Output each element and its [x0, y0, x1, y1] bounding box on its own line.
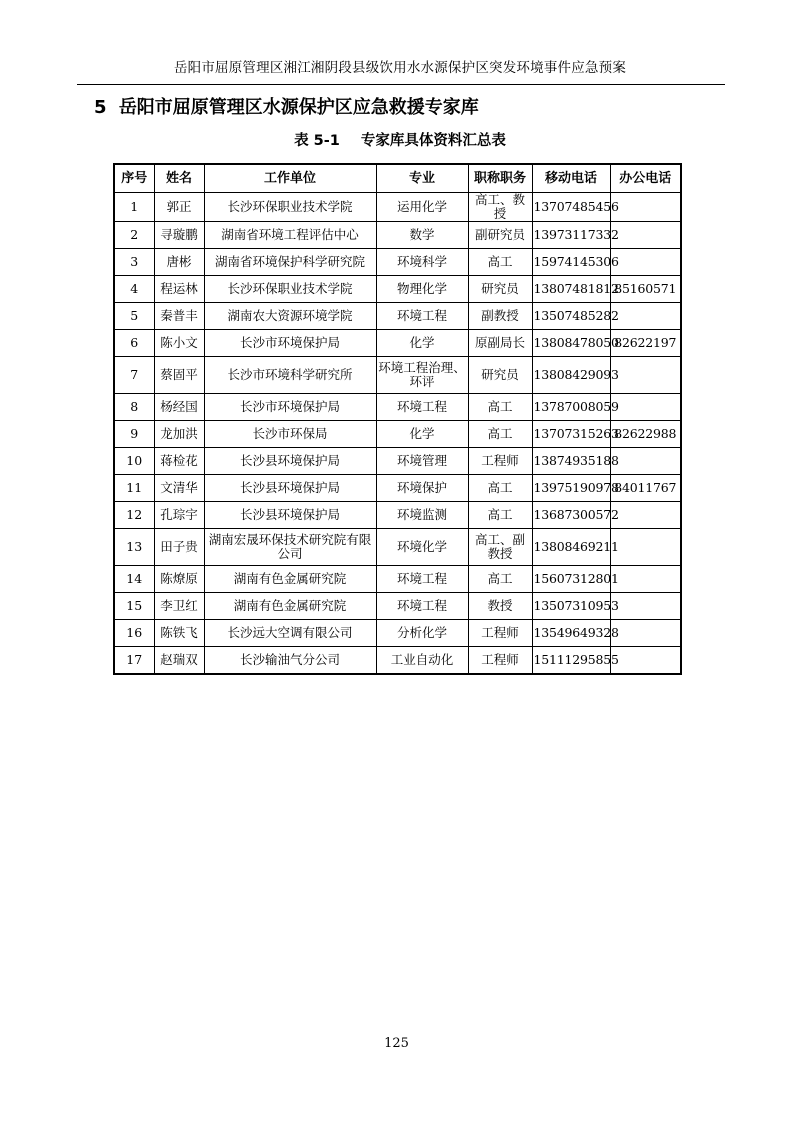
cell-index: 6 — [114, 330, 154, 357]
table-row — [114, 357, 681, 394]
cell-index: 8 — [114, 394, 154, 421]
cell-specialty: 分析化学 — [376, 620, 468, 647]
section-heading — [94, 93, 479, 119]
cell-name: 唐彬 — [154, 249, 204, 276]
cell-title: 高工 — [468, 394, 532, 421]
col-header-name: 姓名 — [154, 164, 204, 193]
cell-mobile: 13975190978 — [532, 475, 610, 502]
cell-name: 李卫红 — [154, 593, 204, 620]
cell-specialty: 运用化学 — [376, 193, 468, 222]
cell-office: 82622197 — [610, 330, 681, 357]
col-header-mobile: 移动电话 — [532, 164, 610, 193]
cell-office — [610, 502, 681, 529]
cell-title: 研究员 — [468, 357, 532, 394]
cell-title: 高工、副教授 — [468, 529, 532, 566]
cell-employer: 长沙环保职业技术学院 — [204, 276, 376, 303]
cell-index: 9 — [114, 421, 154, 448]
table-row — [114, 593, 681, 620]
table-row — [114, 193, 681, 222]
cell-office — [610, 222, 681, 249]
cell-office — [610, 529, 681, 566]
cell-employer: 长沙县环境保护局 — [204, 475, 376, 502]
cell-specialty: 环境保护 — [376, 475, 468, 502]
cell-mobile: 13507310953 — [532, 593, 610, 620]
cell-office — [610, 593, 681, 620]
cell-employer: 长沙环保职业技术学院 — [204, 193, 376, 222]
cell-office — [610, 620, 681, 647]
cell-name: 陈铁飞 — [154, 620, 204, 647]
cell-specialty: 工业自动化 — [376, 647, 468, 675]
table-row — [114, 448, 681, 475]
cell-employer: 湖南宏晟环保技术研究院有限公司 — [204, 529, 376, 566]
cell-name: 秦普丰 — [154, 303, 204, 330]
cell-office: 82622988 — [610, 421, 681, 448]
cell-title: 副研究员 — [468, 222, 532, 249]
cell-mobile: 13707315263 — [532, 421, 610, 448]
cell-index: 10 — [114, 448, 154, 475]
col-header-employer: 工作单位 — [204, 164, 376, 193]
cell-index: 17 — [114, 647, 154, 675]
cell-employer: 长沙市环境保护局 — [204, 330, 376, 357]
col-header-index: 序号 — [114, 164, 154, 193]
cell-specialty: 环境管理 — [376, 448, 468, 475]
cell-office — [610, 647, 681, 675]
cell-specialty: 物理化学 — [376, 276, 468, 303]
table-row — [114, 502, 681, 529]
cell-index: 5 — [114, 303, 154, 330]
cell-office: 85160571 — [610, 276, 681, 303]
cell-specialty: 化学 — [376, 421, 468, 448]
cell-specialty: 环境工程 — [376, 593, 468, 620]
cell-office — [610, 303, 681, 330]
cell-title: 工程师 — [468, 647, 532, 675]
cell-index: 7 — [114, 357, 154, 394]
cell-mobile: 13808478050 — [532, 330, 610, 357]
cell-employer: 长沙市环境科学研究所 — [204, 357, 376, 394]
cell-title: 教授 — [468, 593, 532, 620]
cell-office — [610, 448, 681, 475]
cell-name: 陈燎原 — [154, 566, 204, 593]
cell-title: 副教授 — [468, 303, 532, 330]
section-title: 岳阳市屈原管理区水源保护区应急救援专家库 — [118, 97, 479, 118]
expert-table — [113, 163, 682, 675]
cell-title: 高工 — [468, 566, 532, 593]
cell-index: 15 — [114, 593, 154, 620]
table-row — [114, 249, 681, 276]
cell-employer: 长沙市环保局 — [204, 421, 376, 448]
cell-specialty: 环境工程治理、环评 — [376, 357, 468, 394]
cell-name: 陈小文 — [154, 330, 204, 357]
table-row — [114, 620, 681, 647]
header-rule — [77, 84, 725, 85]
cell-index: 4 — [114, 276, 154, 303]
cell-mobile: 13787008059 — [532, 394, 610, 421]
cell-index: 13 — [114, 529, 154, 566]
cell-title: 高工 — [468, 475, 532, 502]
page-number: 125 — [384, 1036, 409, 1051]
cell-mobile: 13973117332 — [532, 222, 610, 249]
cell-employer: 长沙远大空调有限公司 — [204, 620, 376, 647]
table-number: 表 5-1 — [294, 133, 340, 149]
cell-office — [610, 193, 681, 222]
cell-specialty: 环境科学 — [376, 249, 468, 276]
cell-employer: 湖南有色金属研究院 — [204, 566, 376, 593]
cell-mobile: 13507485282 — [532, 303, 610, 330]
table-row — [114, 330, 681, 357]
cell-index: 11 — [114, 475, 154, 502]
cell-specialty: 环境化学 — [376, 529, 468, 566]
cell-name: 蔡固平 — [154, 357, 204, 394]
cell-name: 寻璇鹏 — [154, 222, 204, 249]
cell-mobile: 15111295855 — [532, 647, 610, 675]
cell-employer: 湖南省环境保护科学研究院 — [204, 249, 376, 276]
table-row — [114, 222, 681, 249]
cell-specialty: 环境工程 — [376, 394, 468, 421]
cell-office: 84011767 — [610, 475, 681, 502]
cell-employer: 长沙输油气分公司 — [204, 647, 376, 675]
cell-index: 12 — [114, 502, 154, 529]
cell-mobile: 13808429093 — [532, 357, 610, 394]
cell-title: 原副局长 — [468, 330, 532, 357]
cell-index: 14 — [114, 566, 154, 593]
table-row — [114, 566, 681, 593]
cell-employer: 湖南有色金属研究院 — [204, 593, 376, 620]
cell-mobile: 15607312801 — [532, 566, 610, 593]
table-header-row — [114, 164, 681, 193]
cell-employer: 长沙市环境保护局 — [204, 394, 376, 421]
cell-employer: 湖南省环境工程评估中心 — [204, 222, 376, 249]
cell-employer: 长沙县环境保护局 — [204, 502, 376, 529]
cell-name: 杨经国 — [154, 394, 204, 421]
cell-name: 龙加洪 — [154, 421, 204, 448]
cell-mobile: 15974145306 — [532, 249, 610, 276]
expert-table-body — [114, 193, 681, 675]
table-row — [114, 394, 681, 421]
col-header-office: 办公电话 — [610, 164, 681, 193]
table-row — [114, 475, 681, 502]
cell-index: 16 — [114, 620, 154, 647]
cell-mobile: 13874935188 — [532, 448, 610, 475]
cell-title: 高工、教授 — [468, 193, 532, 222]
cell-specialty: 环境监测 — [376, 502, 468, 529]
cell-mobile: 13807481812 — [532, 276, 610, 303]
table-row — [114, 647, 681, 675]
cell-mobile: 13687300572 — [532, 502, 610, 529]
cell-employer: 长沙县环境保护局 — [204, 448, 376, 475]
cell-name: 田子贵 — [154, 529, 204, 566]
cell-index: 3 — [114, 249, 154, 276]
cell-title: 高工 — [468, 249, 532, 276]
cell-name: 蒋检花 — [154, 448, 204, 475]
cell-index: 2 — [114, 222, 154, 249]
cell-name: 孔琮宇 — [154, 502, 204, 529]
cell-title: 高工 — [468, 502, 532, 529]
table-row — [114, 421, 681, 448]
cell-mobile: 13549649328 — [532, 620, 610, 647]
table-row — [114, 529, 681, 566]
section-number: 5 — [94, 97, 107, 118]
cell-title: 工程师 — [468, 620, 532, 647]
cell-specialty: 环境工程 — [376, 566, 468, 593]
cell-specialty: 环境工程 — [376, 303, 468, 330]
table-caption — [200, 129, 600, 150]
cell-index: 1 — [114, 193, 154, 222]
col-header-specialty: 专业 — [376, 164, 468, 193]
running-header: 岳阳市屈原管理区湘江湘阴段县级饮用水水源保护区突发环境事件应急预案 — [173, 60, 627, 76]
cell-mobile: 13808469211 — [532, 529, 610, 566]
cell-office — [610, 357, 681, 394]
col-header-title: 职称职务 — [468, 164, 532, 193]
cell-office — [610, 394, 681, 421]
cell-name: 郭正 — [154, 193, 204, 222]
cell-name: 程运林 — [154, 276, 204, 303]
cell-specialty: 数学 — [376, 222, 468, 249]
table-row — [114, 303, 681, 330]
cell-title: 工程师 — [468, 448, 532, 475]
cell-name: 赵瑞双 — [154, 647, 204, 675]
cell-office — [610, 566, 681, 593]
cell-office — [610, 249, 681, 276]
cell-mobile: 13707485456 — [532, 193, 610, 222]
cell-title: 研究员 — [468, 276, 532, 303]
table-row — [114, 276, 681, 303]
cell-employer: 湖南农大资源环境学院 — [204, 303, 376, 330]
table-title: 专家库具体资料汇总表 — [360, 133, 506, 149]
cell-specialty: 化学 — [376, 330, 468, 357]
cell-title: 高工 — [468, 421, 532, 448]
cell-name: 文清华 — [154, 475, 204, 502]
